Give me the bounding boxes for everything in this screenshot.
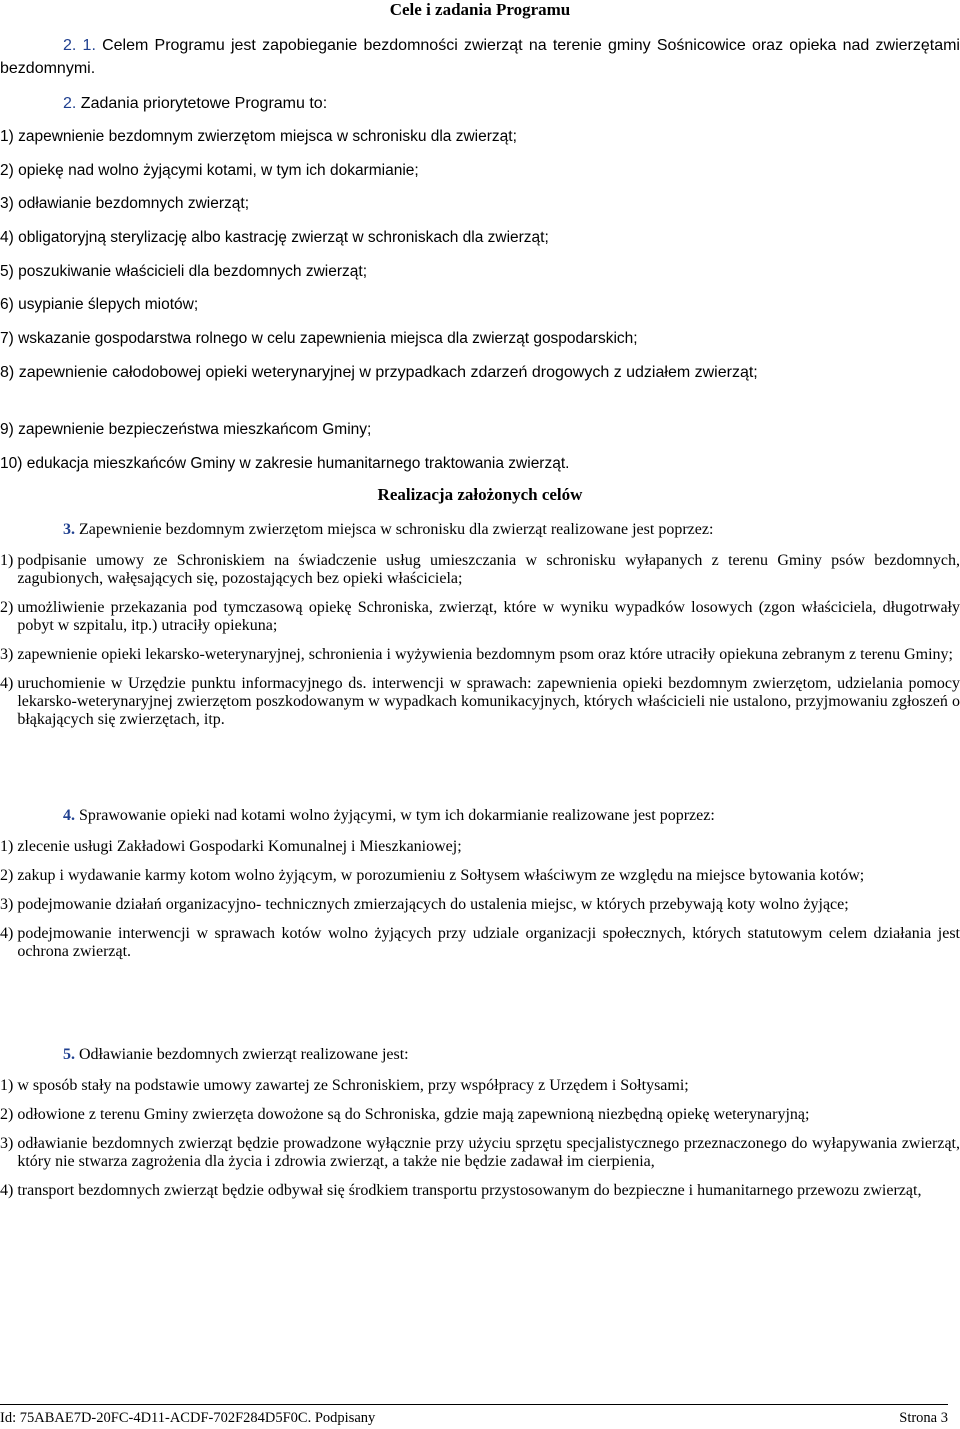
- section-3-intro: 3. Zapewnienie bezdomnym zwierzętom miejsca w schronisku dla zwierząt realizowane jest poprzez:: [63, 521, 714, 538]
- page-footer: [0, 1404, 948, 1427]
- list-item: 2) opiekę nad wolno żyjącymi kotami, w tym ich dokarmianie;: [0, 162, 419, 179]
- section-5: [0, 1043, 960, 1200]
- section-2-paragraph-2: [0, 92, 960, 115]
- list-item: 8) zapewnienie całodobowej opieki weterynaryjnej w przypadkach zdarzeń drogowych z udziałem zwierząt;: [0, 364, 758, 381]
- list-item: 3) podejmowanie działań organizacyjno- technicznych zmierzających do ustalenia miejsc, w których przebywają koty wolno żyjące;: [0, 896, 849, 913]
- section-2: [0, 34, 960, 115]
- list-item: 1) w sposób stały na podstawie umowy zawartej ze Schroniskiem, przy współpracy z Urzędem i Sołtysami;: [0, 1077, 689, 1094]
- list-item: 9) zapewnienie bezpieczeństwa mieszkańcom Gminy;: [0, 421, 372, 438]
- list-item: 1) zapewnienie bezdomnym zwierzętom miejsca w schronisku dla zwierząt;: [0, 128, 517, 145]
- page-number: Strona 3: [899, 1410, 948, 1426]
- section-3-number: 3.: [63, 521, 75, 538]
- section-4: [0, 804, 960, 961]
- list-item: 5) poszukiwanie właścicieli dla bezdomnych zwierząt;: [0, 263, 368, 280]
- section-heading-goals: Cele i zadania Programu: [389, 0, 571, 19]
- list-item: 3) odławianie bezdomnych zwierząt będzie prowadzone wyłącznie przy użyciu sprzętu specjalistycznego przeznaczonego do wyłapywania zwierząt, który nie stwarza zagrożenia dla życia i zdrowia zwierząt, a także nie będzie zadawał im cierpienia,: [0, 1135, 960, 1170]
- list-item: 4) uruchomienie w Urzędzie punktu informacyjnego ds. interwencji w sprawach: zapewnienia opieki bezdomnym zwierzętom, udzielania pomocy lekarsko-weterynaryjnej zwierzętom poszkodowanym w wypadkach komunikacyjnych, których właścicieli nie ustalono, przyjmowaniu zgłoszeń o błąkających się zwierzętach, itp.: [0, 675, 960, 728]
- list-item: 3) zapewnienie opieki lekarsko-weterynaryjnej, schronienia i wyżywienia bezdomnym psom oraz które utraciły opiekuna zebranym z terenu Gminy;: [0, 646, 953, 663]
- list-item: 4) transport bezdomnych zwierząt będzie odbywał się środkiem transportu przystosowanym do bezpieczne i humanitarnego przewozu zwierząt,: [0, 1182, 922, 1199]
- section-2-p1-number: 2. 1.: [63, 37, 96, 54]
- list-item: 7) wskazanie gospodarstwa rolnego w celu zapewnienia miejsca dla zwierząt gospodarskich;: [0, 330, 638, 347]
- section-3: [0, 518, 960, 729]
- list-item: 4) obligatoryjną sterylizację albo kastrację zwierząt w schroniskach dla zwierząt;: [0, 229, 549, 246]
- document-id: Id: 75ABAE7D-20FC-4D11-ACDF-702F284D5F0C. Podpisany: [0, 1410, 376, 1426]
- section-2-p2-text: Zadania priorytetowe Programu to:: [76, 95, 328, 112]
- section-2-p2-number: 2.: [63, 95, 77, 112]
- list-item: 6) usypianie ślepych miotów;: [0, 296, 199, 313]
- list-item: 2) zakup i wydawanie karmy kotom wolno żyjącym, w porozumieniu z Sołtysem właściwym ze względu na miejsce bytowania kotów;: [0, 867, 865, 884]
- section-5-number: 5.: [63, 1046, 75, 1063]
- list-item: 1) zlecenie usługi Zakładowi Gospodarki Komunalnej i Mieszkaniowej;: [0, 838, 462, 855]
- section-4-intro: 4. Sprawowanie opieki nad kotami wolno żyjącymi, w tym ich dokarmianie realizowane jest poprzez:: [63, 807, 715, 824]
- section-4-number: 4.: [63, 807, 75, 824]
- section-2-p1-text: Celem Programu jest zapobieganie bezdomności zwierząt na terenie gminy Sośnicowice oraz opieka nad zwierzętami bezdomnymi.: [0, 37, 960, 77]
- list-item: 10) edukacja mieszkańców Gminy w zakresie humanitarnego traktowania zwierząt.: [0, 455, 570, 472]
- list-item: 1) podpisanie umowy ze Schroniskiem na świadczenie usług umieszczania w schronisku wyłapanych z terenu Gminy psów bezdomnych, zagubionych, wałęsających się, pozostających bez opieki właściciela;: [0, 552, 960, 587]
- list-item: 2) odłowione z terenu Gminy zwierzęta dowożone są do Schroniska, gdzie mają zapewnioną niezbędną opiekę weterynaryjną;: [0, 1106, 810, 1123]
- list-item: 4) podejmowanie interwencji w sprawach kotów wolno żyjących przy udziale organizacji społecznych, których statutowym celem działania jest ochrona zwierząt.: [0, 925, 960, 960]
- section-heading-realization: Realizacja założonych celów: [377, 485, 583, 504]
- list-item: 2) umożliwienie przekazania pod tymczasową opiekę Schroniska, zwierząt, które w wyniku wypadków losowych (zgon właściciela, długotrwały pobyt w szpitalu, itp.) utraciły opiekuna;: [0, 599, 960, 634]
- list-item: 3) odławianie bezdomnych zwierząt;: [0, 195, 250, 212]
- section-2-paragraph-1: [0, 34, 960, 80]
- section-5-intro: 5. Odławianie bezdomnych zwierząt realizowane jest:: [63, 1046, 409, 1063]
